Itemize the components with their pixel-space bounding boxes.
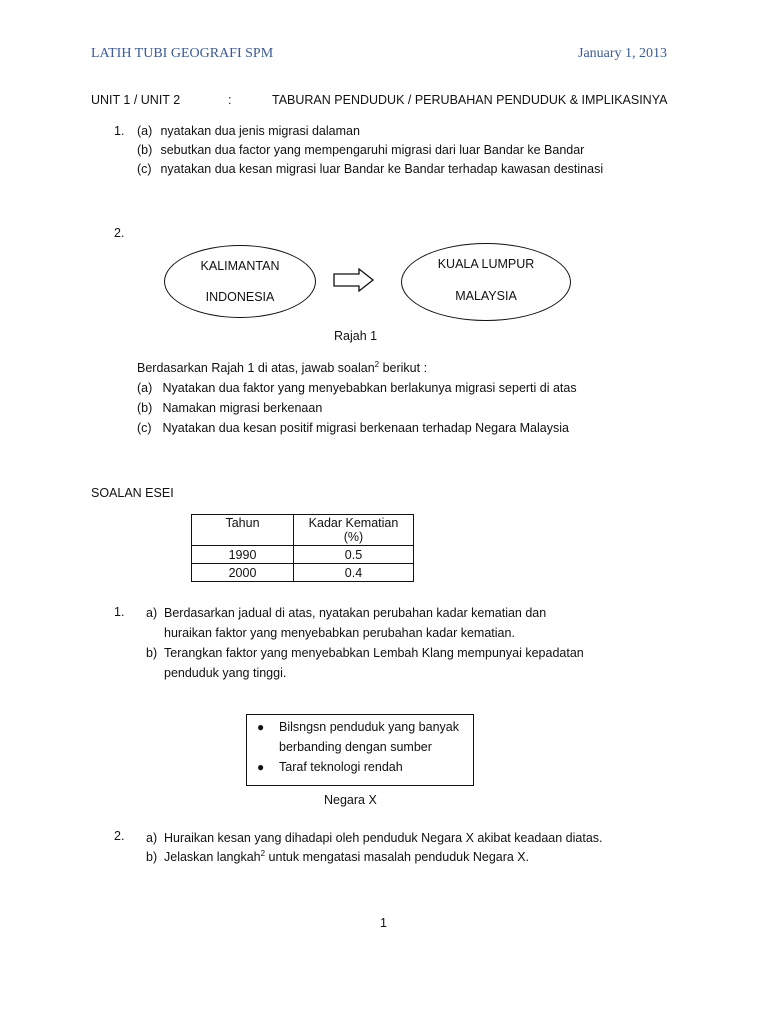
diagram-caption: Rajah 1	[334, 329, 378, 343]
document-header-date: January 1, 2013	[578, 46, 668, 61]
essay-1a-line2: huraikan faktor yang menyebabkan perubahan kadar kematian.	[164, 626, 515, 640]
mortality-rate-table	[191, 514, 414, 582]
bullet-2-text: Taraf teknologi rendah	[279, 760, 403, 774]
question-2a-text: Nyatakan dua faktor yang menyebabkan berlakunya migrasi seperti di atas	[162, 381, 577, 395]
bullet-icon: ●	[257, 760, 265, 774]
question-2b-tag: (b)	[137, 401, 153, 415]
table-header-rate	[294, 515, 414, 546]
essay-1b-line2: penduduk yang tinggi.	[164, 666, 287, 680]
question-1c-text: nyatakan dua kesan migrasi luar Bandar ke Bandar terhadap kawasan destinasi	[160, 162, 604, 176]
question-2c-text: Nyatakan dua kesan positif migrasi berkenaan terhadap Negara Malaysia	[162, 421, 569, 435]
migration-arrow-icon	[333, 268, 375, 292]
question-1b-tag: (b)	[137, 143, 153, 157]
essay-2a-text: Huraikan kesan yang dihadapi oleh penduduk Negara X akibat keadaan diatas.	[164, 831, 603, 845]
question-2a-tag: (a)	[137, 381, 153, 395]
destination-label-line1: KUALA LUMPUR	[437, 257, 535, 271]
negara-x-box	[246, 714, 474, 786]
essay-1a-tag: a)	[146, 606, 158, 620]
essay-2b-superscript: 2	[260, 848, 266, 858]
question-2c-tag: (c)	[137, 421, 152, 435]
table-row	[192, 546, 414, 564]
table-header-rate-unit: (%)	[343, 530, 364, 544]
bullet-1-line2: berbanding dengan sumber	[279, 740, 432, 754]
question-1-number: 1.	[114, 124, 125, 138]
unit-label: UNIT 1 / UNIT 2	[91, 93, 181, 107]
question-1a-tag: (a)	[137, 124, 153, 138]
question-2-intro-suffix: berikut :	[379, 361, 428, 375]
table-cell-year: 1990	[192, 546, 294, 564]
origin-ellipse	[164, 245, 316, 318]
question-1b-text: sebutkan dua factor yang mempengaruhi migrasi dari luar Bandar ke Bandar	[160, 143, 585, 157]
table-header-row	[192, 515, 414, 546]
table-row	[192, 564, 414, 582]
table-cell-year: 2000	[192, 564, 294, 582]
question-2-number: 2.	[114, 226, 125, 240]
essay-2-number: 2.	[114, 829, 125, 843]
origin-label-line1: KALIMANTAN	[200, 259, 280, 273]
origin-label-line2: INDONESIA	[205, 290, 275, 304]
question-1b	[137, 143, 584, 157]
table-cell-rate: 0.4	[294, 564, 414, 582]
essay-1-number: 1.	[114, 605, 125, 619]
question-1a-text: nyatakan dua jenis migrasi dalaman	[160, 124, 360, 138]
question-2c	[137, 421, 569, 435]
essay-2b-text-prefix: Jelaskan langkah	[164, 850, 261, 864]
bullet-1-line1: Bilsngsn penduduk yang banyak	[279, 720, 459, 734]
destination-label-line2: MALAYSIA	[455, 289, 517, 303]
unit-colon: :	[228, 93, 232, 107]
negara-x-caption: Negara X	[324, 793, 377, 807]
destination-ellipse	[401, 243, 571, 321]
question-2-intro-text: Berdasarkan Rajah 1 di atas, jawab soalan	[137, 361, 375, 375]
question-2b	[137, 401, 322, 415]
essay-2b-text-suffix: untuk mengatasi masalah penduduk Negara X.	[265, 850, 530, 864]
question-1c-tag: (c)	[137, 162, 152, 176]
essay-2b-tag: b)	[146, 850, 158, 864]
page-number: 1	[380, 916, 387, 930]
essay-1b-tag: b)	[146, 646, 158, 660]
document-header-title: LATIH TUBI GEOGRAFI SPM	[91, 46, 274, 61]
question-2-intro	[137, 361, 427, 375]
question-2b-text: Namakan migrasi berkenaan	[162, 401, 323, 415]
table-cell-rate: 0.5	[294, 546, 414, 564]
question-2a	[137, 381, 577, 395]
unit-title: TABURAN PENDUDUK / PERUBAHAN PENDUDUK & IMPLIKASINYA	[272, 93, 668, 107]
essay-2b-text	[164, 850, 529, 864]
table-header-rate-label: Kadar Kematian	[308, 516, 399, 530]
question-1a	[137, 124, 360, 138]
question-2-intro-superscript: 2	[374, 359, 380, 369]
essay-1a-line1: Berdasarkan jadual di atas, nyatakan perubahan kadar kematian dan	[164, 606, 547, 620]
essay-heading: SOALAN ESEI	[91, 486, 174, 500]
bullet-icon: ●	[257, 720, 265, 734]
essay-1b-line1: Terangkan faktor yang menyebabkan Lembah Klang mempunyai kepadatan	[164, 646, 584, 660]
question-1c	[137, 162, 603, 176]
essay-2a-tag: a)	[146, 831, 158, 845]
table-header-year: Tahun	[192, 515, 294, 546]
